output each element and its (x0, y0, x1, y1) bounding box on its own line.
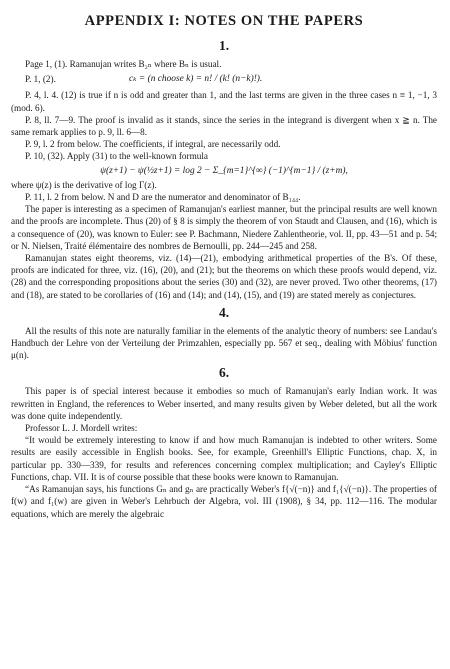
note-p1-2-label: P. 1, (2). (25, 74, 56, 85)
note-p10: P. 10, (32). Apply (31) to the well-known formula (25, 151, 208, 162)
paragraph-mordell-writes: Professor L. J. Mordell writes: (25, 423, 138, 434)
psi-formula: ψ(z+1) − ψ(½z+1) = log 2 − Σ_{m=1}^{∞} (−1)^{m−1} / (z+m), (100, 165, 348, 176)
paragraph-special-interest: This paper is of special interest because it embodies so much of Ramanujan's early Indian work. It was rewritten in England, the references to Weber inserted, and many results given by Weber deleted, but all the work was done quite independently. (11, 386, 437, 421)
binomial-formula: cₖ = (n choose k) = n! / (k! (n−k)!). (129, 74, 263, 85)
note-p9: P. 9, l. 2 from below. The coefficients, if integral, are necessarily odd. (25, 139, 281, 150)
note-p4: P. 4, l. 4. (12) is true if n is odd and greater than 1, and the last terms are given in the three cases n ≡ 1, −1, 3 (mod. 6). (11, 90, 437, 113)
note-p8: P. 8, ll. 7—9. The proof is invalid as it stands, since the series in the integrand is divergent when x ≧ n. The same remark applies to p. 9, ll. 6—8. (11, 114, 437, 138)
note-page1-1: Page 1, (1). Ramanujan writes B₂ₙ where Bₙ is usual. (25, 59, 222, 69)
section-number-1: 1. (218, 38, 230, 53)
page-title: APPENDIX I: NOTES ON THE PAPERS (84, 13, 364, 29)
paragraph-analytic-theory: All the results of this note are naturally familiar in the elements of the analytic theory of numbers: see Landau's Handbuch der Lehre von der Verteilung der Primzahlen, especially pp. 567 et seq., dealing with Möbius' function μ(n). (11, 325, 437, 361)
note-p11: P. 11, l. 2 from below. N and D are the numerator and denominator of B₁₄₄. (25, 192, 301, 203)
section-number-6: 6. (218, 365, 230, 381)
note-p1-2 (11, 73, 437, 85)
paragraph-specimen: The paper is interesting as a specimen of Ramanujan's earliest manner, but the principal results are well known and the proofs are incomplete. Thus (20) of § 8 is simply the theorem of von Staudt and Clausen, and (16), which is a consequence of (20), was known to Euler: see P. Bachmann, Niedere Zahlentheorie, vol. II, pp. 43—51 and p. 54; or N. Nielsen, Traité élémentaire des nombres de Bernoulli, pp. 244—245 and 258. (11, 204, 437, 251)
section-number-4: 4. (218, 304, 230, 320)
paragraph-eight-theorems: Ramanujan states eight theorems, viz. (14)—(21), embodying arithmetical properties of the B's. Of these, proofs are indicated for three, viz. (16), (20), and (21); but the theorems on which these proofs would depend, viz. (28) and the corresponding propositions about the series (30) and (32), are never proved. Two other theorems, (17) and (18), are stated to be corollaries of (16) and (14); and (14), (15), and (19) are stated merely as conjectures. (11, 253, 437, 300)
quote-mordell-2: “As Ramanujan says, his functions Gₙ and gₙ are practically Weber's f{√(−n)} and f₁{√(−n)}. The properties of f(w) and f₁(w) are given in Weber's Lehrbuch der Algebra, vol. III (1908), § 34, pp. 112—116. The modular equations, which are merely the algebraic (11, 484, 437, 519)
quote-mordell-1: “It would be extremely interesting to know if and how much Ramanujan is indebted to other writers. Some results are easily accessible in English books. See, for example, Greenhill's Elliptic Functions, chap. X, in particular pp. 330—339, for results and references concerning complex multiplication; and Cayley's Elliptic Functions, chap. VII. It is of course possible that these books were known to Ramanujan. (11, 435, 437, 482)
note-psi-definition: where ψ(z) is the derivative of log Γ(z). (11, 179, 157, 190)
